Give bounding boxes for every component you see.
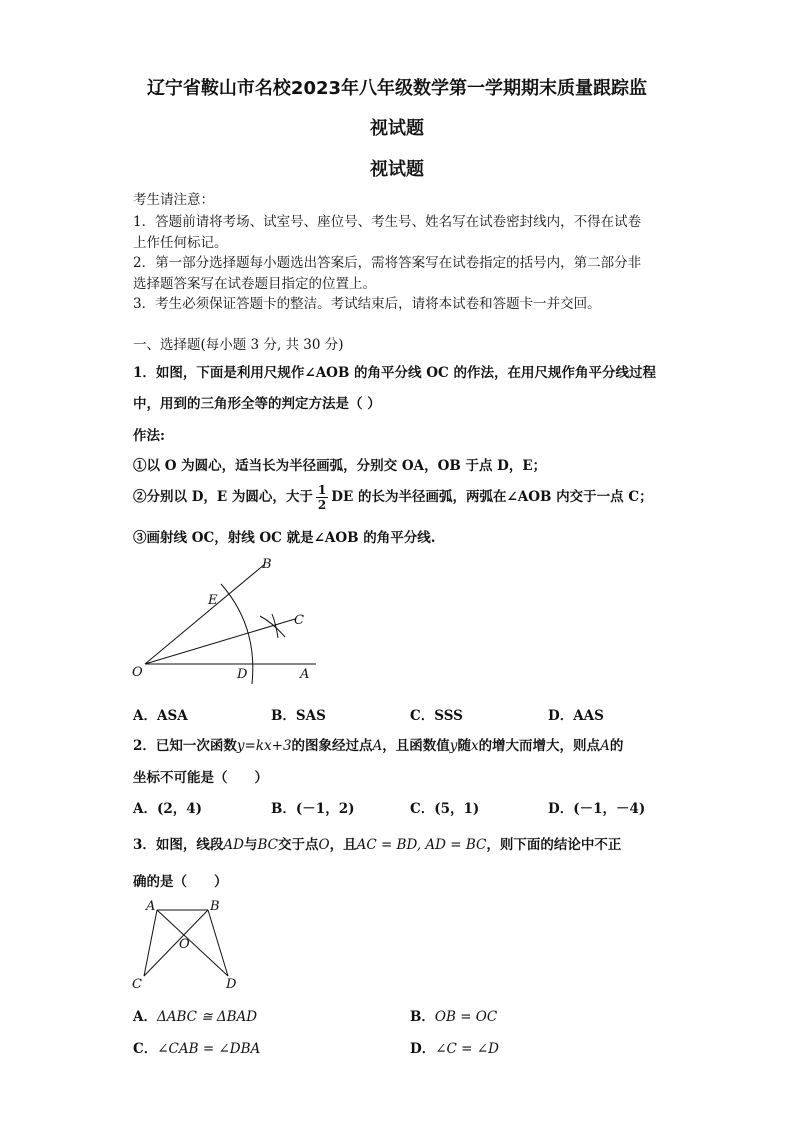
- q2-text-f: 的: [609, 738, 624, 754]
- q2-option-d[interactable]: D．(－1，－4): [548, 801, 646, 817]
- q2-option-a[interactable]: A．(2，4): [133, 801, 203, 817]
- q3-text-b: 与: [243, 837, 258, 853]
- q3-text-d: ，且: [329, 837, 357, 853]
- q3-option-a-text: ΔABC ≅ ΔBAD: [156, 1009, 258, 1025]
- ray-OC: [145, 619, 295, 664]
- exam-title-line2: 视试题: [370, 118, 424, 139]
- exam-title-line1: 辽宁省鞍山市名校2023年八年级数学第一学期期末质量跟踪监: [146, 78, 648, 99]
- q3-option-b-text: OB = OC: [434, 1009, 498, 1025]
- q3-crossed-segments-figure: [130, 896, 250, 992]
- q3-stem-line2: 确的是（ ）: [133, 874, 228, 890]
- q3-condition: AC = BD, AD = BC: [356, 837, 487, 853]
- q1-angle-bisector-figure: [128, 552, 328, 684]
- q2-option-b[interactable]: B．(－1，2): [271, 801, 355, 817]
- q2-function: y=kx+3: [236, 738, 292, 754]
- label-E: E: [208, 593, 218, 608]
- q1-step2-text-a: ②分别以 D，E 为圆心，大于: [133, 489, 313, 505]
- q2-stem-line1: [133, 734, 663, 754]
- q1-option-c[interactable]: C．SSS: [410, 708, 463, 724]
- fraction-denominator: 2: [317, 498, 327, 512]
- q3-option-d-label: D．: [410, 1041, 436, 1057]
- label-O: O: [132, 665, 143, 680]
- label-A: A: [300, 667, 310, 682]
- q1-option-d[interactable]: D．AAS: [548, 708, 604, 724]
- segment-AD: [157, 910, 228, 976]
- q1-step1: ①以 O 为圆心，适当长为半径画弧，分别交 OA，OB 于点 D，E；: [133, 458, 547, 474]
- q3-option-a[interactable]: [133, 1005, 257, 1025]
- notice-item: 1．答题前请将考场、试室号、座位号、考生号、姓名写在试卷密封线内，不得在试卷: [133, 214, 642, 230]
- notice-item: 3．考生必须保证答题卡的整洁。考试结束后，请将本试卷和答题卡一并交回。: [133, 296, 601, 312]
- q3-option-a-label: A．: [133, 1009, 157, 1025]
- arc-from-D: [260, 616, 285, 637]
- label-D: D: [237, 667, 248, 682]
- q3-stem-line1: [133, 833, 663, 853]
- notice-heading: 考生请注意：: [133, 192, 214, 208]
- q3-option-c-label: C．: [133, 1041, 158, 1057]
- q3-text-c: 交于点: [278, 837, 319, 853]
- section-heading: 一、选择题(每小题 3 分, 共 30 分): [133, 337, 344, 353]
- q3-option-b-label: B．: [410, 1009, 435, 1025]
- q1-stem-line1: 1．如图，下面是利用尺规作∠AOB 的角平分线 OC 的作法，在用尺规作角平分线过程: [133, 365, 656, 381]
- q3-segment-BC: BC: [257, 837, 278, 853]
- notice-item: 2．第一部分选择题每小题选出答案后，需将答案写在试卷指定的括号内，第二部分非: [133, 255, 642, 271]
- q2-text-d: 随: [457, 738, 471, 754]
- label-D: D: [226, 977, 237, 992]
- label-C: C: [294, 613, 304, 628]
- q3-text-e: ，则下面的结论中不正: [486, 837, 622, 853]
- q3-option-b[interactable]: [410, 1005, 497, 1025]
- q2-point-A: A: [372, 738, 383, 754]
- segment-BC: [144, 910, 208, 976]
- q1-option-a[interactable]: A．ASA: [133, 708, 188, 724]
- q2-text-c: ，且函数值: [382, 738, 450, 754]
- q3-option-d-text: ∠C = ∠D: [435, 1041, 499, 1057]
- segment-AC: [144, 910, 157, 976]
- q1-option-b[interactable]: B．SAS: [271, 708, 326, 724]
- q3-text-a: 3．如图，线段: [133, 837, 224, 853]
- q3-option-d[interactable]: [410, 1037, 499, 1057]
- q1-stem-line2: 中，用到的三角形全等的判定方法是（ ）: [133, 396, 381, 412]
- q1-step2-text-b: DE 的长为半径画弧，两弧在∠AOB 内交于一点 C；: [331, 489, 653, 505]
- label-B: B: [262, 557, 272, 572]
- q2-point-A2: A: [600, 738, 610, 754]
- label-B: B: [210, 899, 220, 914]
- q2-text-e: 的增大而增大，则点: [478, 738, 601, 754]
- notice-item: 选择题答案写在试卷题目指定的位置上。: [133, 276, 376, 292]
- exam-title-line3: 视试题: [370, 159, 424, 180]
- q3-option-c-text: ∠CAB = ∠DBA: [157, 1041, 261, 1057]
- q3-segment-AD: AD: [223, 837, 244, 853]
- half-fraction: [316, 484, 328, 511]
- q3-point-O: O: [318, 837, 330, 853]
- q1-step2: [133, 484, 663, 511]
- label-C: C: [132, 977, 142, 992]
- q2-var-y: y: [449, 738, 458, 754]
- q1-method-heading: 作法:: [133, 428, 165, 444]
- q1-step3: ③画射线 OC，射线 OC 就是∠AOB 的角平分线.: [133, 530, 436, 546]
- fraction-numerator: 1: [317, 483, 327, 497]
- label-O: O: [179, 937, 190, 952]
- q3-option-c[interactable]: [133, 1037, 260, 1057]
- q2-text-b: 的图象经过点: [291, 738, 373, 754]
- q2-option-c[interactable]: C．(5，1): [410, 801, 480, 817]
- notice-item: 上作任何标记。: [133, 235, 228, 251]
- label-A: A: [146, 899, 156, 914]
- ray-OB: [145, 564, 265, 664]
- q2-var-x: x: [470, 738, 479, 754]
- q2-stem-line2: 坐标不可能是（ ）: [133, 770, 268, 786]
- q2-text-a: 2．已知一次函数: [133, 738, 237, 754]
